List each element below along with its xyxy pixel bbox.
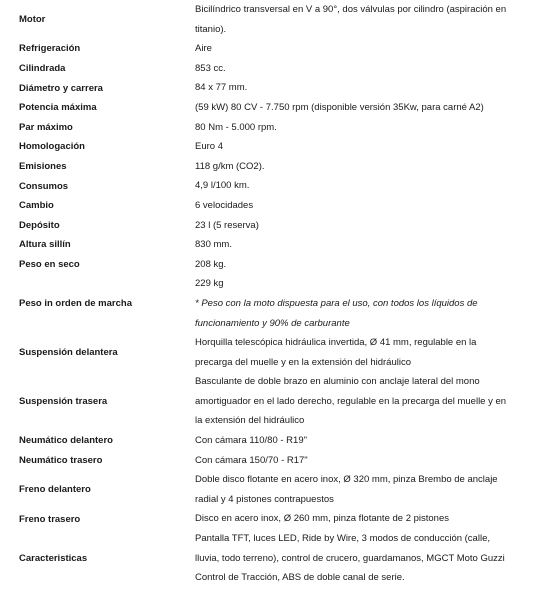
spec-row-diametro <box>13 78 543 98</box>
spec-value: (59 kW) 80 CV - 7.750 rpm (disponible versión 35Kw, para carné A2) <box>195 101 484 113</box>
spec-label: Altura sillín <box>19 239 71 251</box>
spec-value-line: lluvia, todo terreno), control de crucero, guardamanos, MGCT Moto Guzzi <box>195 552 505 564</box>
spec-row-cilindrada <box>13 59 543 79</box>
spec-value-line: Doble disco flotante en acero inox, Ø 320 mm, pinza Brembo de anclaje <box>195 474 498 486</box>
spec-value-line: Pantalla TFT, luces LED, Ride by Wire, 3 modos de conducción (calle, <box>195 533 490 545</box>
spec-label: Depósito <box>19 219 60 231</box>
spec-label: Neumático delantero <box>19 435 113 447</box>
spec-value <box>189 0 543 39</box>
spec-value: Aire <box>195 43 212 55</box>
spec-row-freno-delantero <box>13 470 543 509</box>
spec-row-altura-sillin <box>13 235 543 255</box>
spec-row-consumos <box>13 176 543 196</box>
spec-label: Diámetro y carrera <box>19 82 103 94</box>
spec-value: 118 g/km (CO2). <box>195 160 265 172</box>
spec-row-motor <box>13 0 543 39</box>
spec-value: 830 mm. <box>195 239 232 251</box>
spec-label: Emisiones <box>19 161 67 173</box>
spec-value: 853 cc. <box>195 62 226 74</box>
spec-label: Suspensión delantera <box>19 347 118 359</box>
spec-value-line: 229 kg <box>195 278 224 290</box>
spec-value-line: titanio). <box>195 23 227 35</box>
spec-value: Disco en acero inox, Ø 260 mm, pinza flotante de 2 pistones <box>195 513 449 525</box>
spec-label: Refrigeración <box>19 43 81 55</box>
spec-value-line: amortiguador en el lado derecho, regulable en la precarga del muelle y en <box>195 395 507 407</box>
spec-value <box>189 529 543 588</box>
spec-row-freno-trasero <box>13 509 543 529</box>
spec-value-line: Basculante de doble brazo en aluminio con anclaje lateral del mono <box>195 376 480 388</box>
spec-footnote-line: funcionamiento y 90% de carburante <box>195 317 350 329</box>
spec-label: Par máximo <box>19 121 73 133</box>
spec-row-refrigeracion <box>13 39 543 59</box>
spec-row-caracteristicas <box>13 529 543 588</box>
spec-value: 6 velocidades <box>195 199 254 211</box>
spec-row-potencia <box>13 98 543 118</box>
spec-value: Con cámara 150/70 - R17" <box>195 454 308 466</box>
spec-row-neumatico-delantero <box>13 431 543 451</box>
spec-row-emisiones <box>13 157 543 177</box>
spec-row-peso-orden-marcha <box>13 274 543 333</box>
spec-label: Homologación <box>19 141 85 153</box>
spec-value: 4,9 l/100 km. <box>195 180 250 192</box>
spec-label: Caracteristicas <box>19 552 88 564</box>
spec-value: Euro 4 <box>195 141 223 153</box>
spec-value: 208 kg. <box>195 258 227 270</box>
spec-value-line: Horquilla telescópica hidráulica invertida, Ø 41 mm, regulable en la <box>195 337 477 349</box>
spec-label: Motor <box>19 14 46 26</box>
spec-value: 84 x 77 mm. <box>195 82 248 94</box>
spec-label: Peso in orden de marcha <box>19 298 132 310</box>
spec-value: 23 l (5 reserva) <box>195 219 259 231</box>
spec-value-line: Bicilíndrico transversal en V a 90°, dos válvulas por cilindro (aspiración en <box>195 4 507 15</box>
spec-value-line: la extensión del hidráulico <box>195 415 305 427</box>
spec-row-par <box>13 118 543 138</box>
spec-label: Freno trasero <box>19 513 81 525</box>
spec-value: 80 Nm - 5.000 rpm. <box>195 121 277 133</box>
spec-label: Suspensión trasera <box>19 396 108 408</box>
spec-value <box>189 372 543 431</box>
spec-row-homologacion <box>13 137 543 157</box>
spec-label: Consumos <box>19 180 69 192</box>
spec-label: Potencia máxima <box>19 102 97 114</box>
spec-table <box>13 0 543 588</box>
spec-value-line: radial y 4 pistones contrapuestos <box>195 493 334 505</box>
spec-label: Freno delantero <box>19 484 91 496</box>
spec-row-deposito <box>13 216 543 236</box>
spec-value-line: precarga del muelle y en la extensión del hidráulico <box>195 356 411 368</box>
spec-label: Neumático trasero <box>19 454 103 466</box>
spec-value-line: Control de Tracción, ABS de doble canal de serie. <box>195 572 405 584</box>
spec-row-peso-seco <box>13 255 543 275</box>
spec-value <box>189 274 543 333</box>
spec-row-suspension-delantera <box>13 333 543 372</box>
spec-label: Cilindrada <box>19 63 66 75</box>
spec-label: Cambio <box>19 200 54 212</box>
spec-row-suspension-trasera <box>13 372 543 431</box>
spec-value <box>189 470 543 509</box>
spec-row-cambio <box>13 196 543 216</box>
spec-value <box>189 333 543 372</box>
spec-label: Peso en seco <box>19 259 80 271</box>
spec-footnote-line: * Peso con la moto dispuesta para el uso, con todos los líquidos de <box>195 297 478 309</box>
spec-value: Con cámara 110/80 - R19" <box>195 435 307 447</box>
spec-row-neumatico-trasero <box>13 451 543 471</box>
